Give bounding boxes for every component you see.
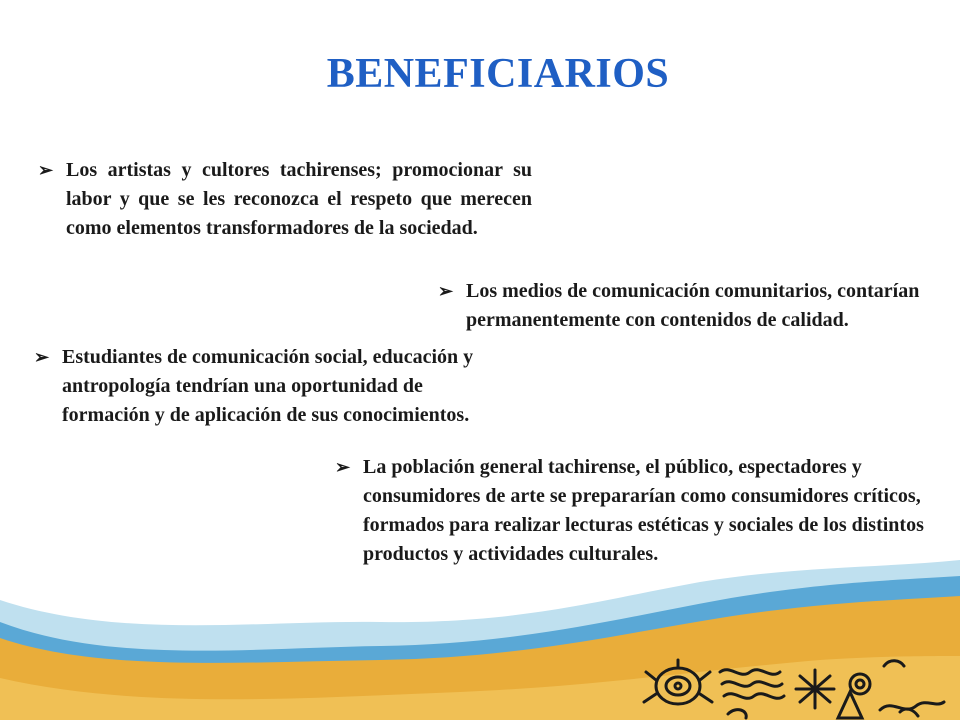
- bullet-item-poblacion: [335, 453, 947, 569]
- bullet-item-artistas: [38, 156, 532, 243]
- arrow-bullet-icon: ➢: [335, 457, 351, 477]
- star-glyph: [796, 670, 834, 708]
- slide-title-text: BENEFICIARIOS: [326, 51, 670, 97]
- bullet-text: La población general tachirense, el público, espectadores y consumidores de arte se prepararían como consumidores críticos, formados para realizar lecturas estéticas y sociales de los distintos productos y actividades culturales.: [363, 456, 924, 565]
- slide-title: [0, 50, 960, 98]
- bullet-item-medios: [438, 277, 922, 335]
- bullet-text: Los medios de comunicación comunitarios, contarían permanentemente con contenidos de calidad.: [466, 280, 920, 331]
- bullet-text: Estudiantes de comunicación social, educación y antropología tendrían una oportunidad de formación y de aplicación de sus conocimientos.: [62, 346, 474, 426]
- bullet-item-estudiantes: [34, 343, 494, 430]
- bullet-text: Los artistas y cultores tachirenses; promocionar su labor y que se les reconozca el respeto que merecen como elementos transformadores de la sociedad.: [66, 159, 532, 239]
- arrow-bullet-icon: ➢: [438, 281, 454, 301]
- decorative-wave-banner: [0, 560, 960, 720]
- arrow-bullet-icon: ➢: [38, 160, 54, 180]
- arrow-bullet-icon: ➢: [34, 347, 50, 367]
